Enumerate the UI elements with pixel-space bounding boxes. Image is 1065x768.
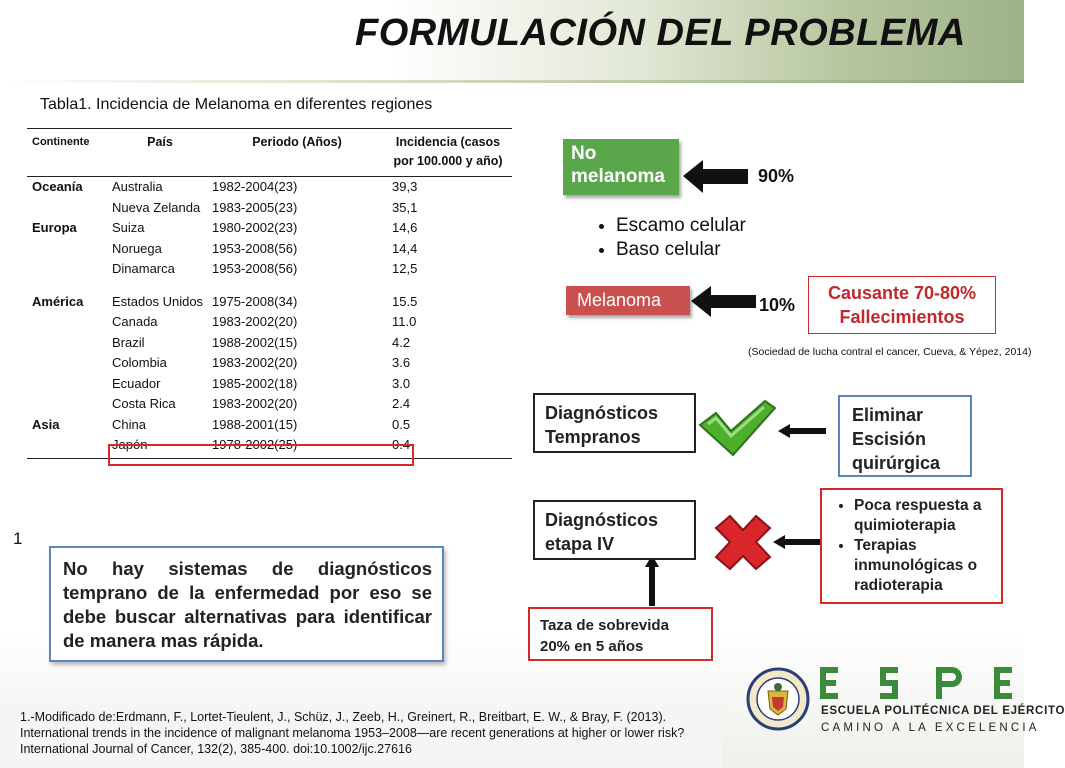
espe-wordmark-logo — [818, 665, 1018, 701]
slide-title: FORMULACIÓN DEL PROBLEMA — [355, 12, 966, 54]
cell-country: China — [112, 416, 146, 432]
no-melanoma-tag: No melanoma — [563, 139, 679, 195]
cell-continent: América — [32, 293, 84, 309]
table-row — [27, 415, 512, 436]
survival-rate-box: Taza de sobrevida 20% en 5 años — [528, 607, 713, 661]
cell-period: 1988-2002(15) — [212, 334, 298, 350]
cell-period: 1985-2002(18) — [212, 375, 298, 391]
stage4-treatment-list — [826, 496, 997, 596]
table-row — [27, 353, 512, 374]
surgical-excision-box: Eliminar Escisión quirúrgica — [838, 395, 972, 477]
cell-incidence: 4.2 — [392, 334, 411, 350]
cell-incidence: 12,5 — [392, 261, 418, 276]
cell-period: 1953-2008(56) — [212, 261, 298, 276]
cell-period: 1982-2004(23) — [212, 179, 298, 194]
cell-country: Australia — [112, 179, 163, 194]
table-row — [27, 333, 512, 354]
cell-period: 1953-2008(56) — [212, 240, 298, 256]
cell-country: Costa Rica — [112, 396, 176, 411]
espe-seal-logo — [746, 667, 810, 731]
stage4-treatment-box — [820, 488, 1003, 604]
list-item: • Escamo celular — [616, 214, 746, 238]
title-divider — [0, 80, 1024, 83]
list-item: • Baso celular — [616, 238, 746, 262]
incidence-table — [27, 128, 512, 459]
table-row — [27, 177, 512, 198]
citation: (Sociedad de lucha contral el cancer, Cueva, & Yépez, 2014) — [748, 346, 1032, 358]
cell-country: Noruega — [112, 240, 162, 256]
cell-country: Dinamarca — [112, 261, 175, 276]
table-header-row — [27, 129, 512, 177]
cell-incidence: 15.5 — [392, 293, 418, 309]
cell-incidence: 0.5 — [392, 416, 411, 432]
header-period: Periodo (Años) — [210, 129, 384, 177]
cell-country: Suiza — [112, 220, 145, 235]
cell-period: 1983-2002(20) — [212, 355, 298, 370]
table-row — [27, 312, 512, 333]
cell-country: Nueva Zelanda — [112, 199, 201, 215]
cell-country: Colombia — [112, 355, 167, 370]
cell-continent — [27, 394, 110, 415]
cell-continent — [27, 198, 110, 219]
table-caption: Tabla1. Incidencia de Melanoma en diferentes regiones — [40, 96, 433, 113]
header-incidence: Incidencia (casos por 100.000 y año) — [384, 129, 512, 177]
cell-country: Estados Unidos — [112, 293, 204, 309]
cell-period: 1983-2005(23) — [212, 199, 298, 215]
cell-country: Japón — [110, 435, 210, 458]
table-spacer-row — [27, 280, 512, 292]
cell-incidence: 11.0 — [392, 314, 417, 329]
cell-continent — [27, 353, 110, 374]
cell-period: 1980-2002(23) — [212, 220, 298, 235]
cell-continent: Oceanía — [32, 179, 83, 194]
cell-period: 1978-2002(25) — [210, 435, 384, 458]
cell-continent — [27, 312, 110, 333]
footnote-marker: 1 — [13, 529, 23, 548]
cell-period: 1983-2002(20) — [212, 314, 298, 329]
header-continent: Continente — [27, 129, 110, 177]
no-melanoma-types-list — [588, 214, 746, 262]
cell-continent: Asia — [32, 416, 60, 432]
cell-period: 1975-2008(34) — [212, 293, 298, 309]
problem-statement-box: No hay sistemas de diagnósticos temprano de la enfermedad por eso se debe buscar alternativas para identificar de manera mas rápida. — [49, 546, 444, 662]
list-item: • Terapias inmunológicas o radioterapia — [854, 536, 997, 596]
cell-period: 1988-2001(15) — [212, 416, 298, 432]
cell-country: Canada — [112, 314, 158, 329]
table-row-ecuador — [27, 374, 512, 395]
no-melanoma-percent: 90% — [758, 166, 795, 186]
table-row — [27, 239, 512, 260]
cell-country: Ecuador — [112, 375, 161, 391]
list-item: • Poca respuesta a quimioterapia — [854, 496, 997, 536]
table-row — [27, 259, 512, 280]
cell-incidence: 14,6 — [392, 220, 418, 235]
cell-continent — [27, 435, 110, 458]
melanoma-tag: Melanoma — [566, 286, 690, 315]
cell-period: 1983-2002(20) — [212, 396, 298, 411]
early-diagnosis-box: Diagnósticos Tempranos — [533, 393, 696, 453]
cell-incidence: 3.0 — [392, 375, 411, 391]
cell-incidence: 39,3 — [392, 179, 418, 194]
cell-continent — [27, 374, 110, 395]
cell-continent: Europa — [32, 220, 77, 235]
table-row — [27, 394, 512, 415]
table-row — [27, 198, 512, 219]
cell-incidence: 3.6 — [392, 355, 411, 370]
espe-institution-name: ESCUELA POLITÉCNICA DEL EJÉRCITO — [821, 705, 1065, 717]
mortality-cause-line2: Fallecimientos — [839, 307, 965, 327]
cell-continent — [27, 259, 110, 280]
ecuador-highlight-box — [108, 444, 414, 466]
espe-motto: CAMINO A LA EXCELENCIA — [821, 722, 1040, 734]
table-row — [27, 218, 512, 239]
cell-continent — [27, 333, 110, 354]
table-row — [27, 292, 512, 313]
melanoma-percent: 10% — [759, 295, 796, 315]
cell-incidence: 14,4 — [392, 240, 418, 256]
mortality-cause-box — [808, 276, 996, 334]
stage4-diagnosis-box: Diagnósticos etapa IV — [533, 500, 696, 560]
cell-country: Brazil — [112, 334, 145, 350]
header-country: País — [110, 129, 210, 177]
cell-incidence: 2.4 — [392, 396, 411, 411]
cell-continent — [27, 239, 110, 260]
cell-incidence: 0.4 — [384, 435, 512, 458]
cell-incidence: 35,1 — [392, 199, 418, 215]
mortality-cause-line1: Causante 70-80% — [827, 283, 977, 303]
reference-text: 1.-Modificado de:Erdmann, F., Lortet-Tieulent, J., Schüz, J., Zeeb, H., Greinert, R., Breitbart, E. W., & Bray, F. (2013). International trends in the incidence of malignant melanoma 1953–2008—are recent generations at higher or lower risk? International Journal of Cancer, 132(2), 385-400. doi:10.1002/ijc.27616 — [20, 710, 685, 756]
